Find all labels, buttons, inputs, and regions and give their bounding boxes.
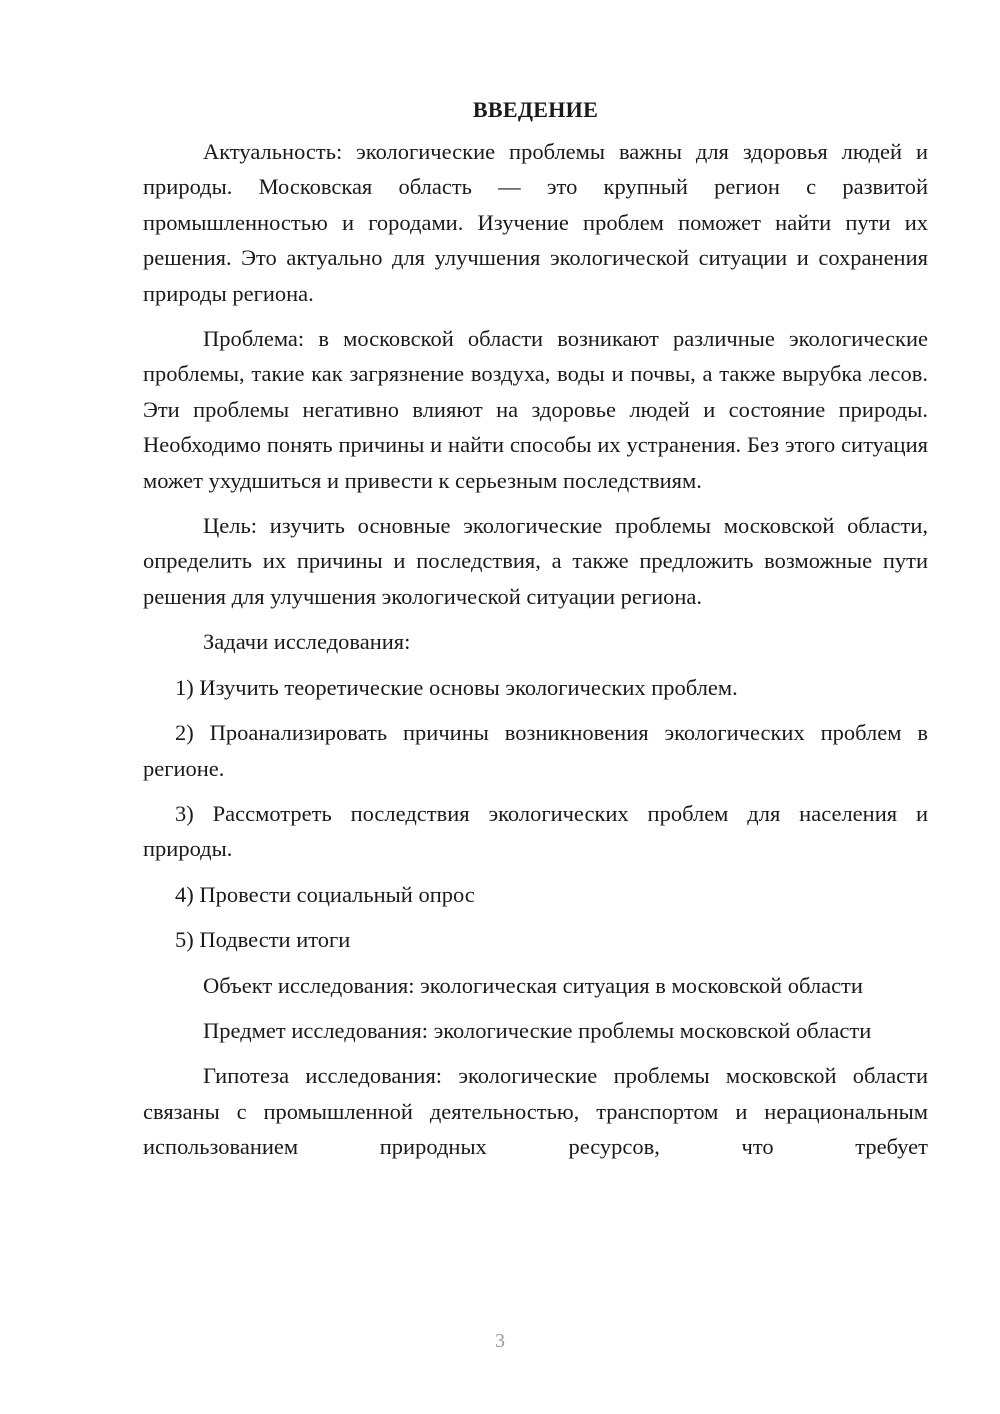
task-item-5: 5) Подвести итоги	[175, 927, 351, 953]
document-page	[143, 92, 928, 1165]
task-item-3: 3) Рассмотреть последствия экологических проблем для населения и природы.	[143, 800, 928, 862]
goal-paragraph: Цель: изучить основные экологические проблемы московской области, определить их причины и последствия, а также предложить возможные пути решения для улучшения экологической ситуации региона.	[143, 513, 928, 609]
research-subject-paragraph: Предмет исследования: экологические проблемы московской области	[203, 1017, 872, 1043]
task-item-4: 4) Провести социальный опрос	[175, 881, 475, 907]
task-item-1: 1) Изучить теоретические основы экологических проблем.	[175, 674, 738, 700]
relevance-paragraph: Актуальность: экологические проблемы важны для здоровья людей и природы. Московская область — это крупный регион с развитой промышленностью и городами. Изучение проблем поможет найти пути их решения. Это актуально для улучшения экологической ситуации и сохранения природы региона.	[143, 139, 928, 306]
problem-paragraph: Проблема: в московской области возникают различные экологические проблемы, такие как загрязнение воздуха, воды и почвы, а также вырубка лесов. Эти проблемы негативно влияют на здоровье людей и состояние природы. Необходимо понять причины и найти способы их устранения. Без этого ситуация может ухудшиться и привести к серьезным последствиям.	[143, 326, 928, 493]
task-item-2: 2) Проанализировать причины возникновения экологических проблем в регионе.	[143, 720, 928, 781]
section-title: ВВЕДЕНИЕ	[472, 97, 599, 122]
tasks-heading: Задачи исследования:	[203, 629, 411, 655]
page-number: 3	[495, 1330, 505, 1352]
research-object-paragraph: Объект исследования: экологическая ситуация в московской области	[203, 972, 863, 998]
hypothesis-paragraph: Гипотеза исследования: экологические проблемы московской области связаны с промышленной деятельностью, транспортом и нерациональным использованием природных ресурсов, что требует	[143, 1063, 928, 1160]
